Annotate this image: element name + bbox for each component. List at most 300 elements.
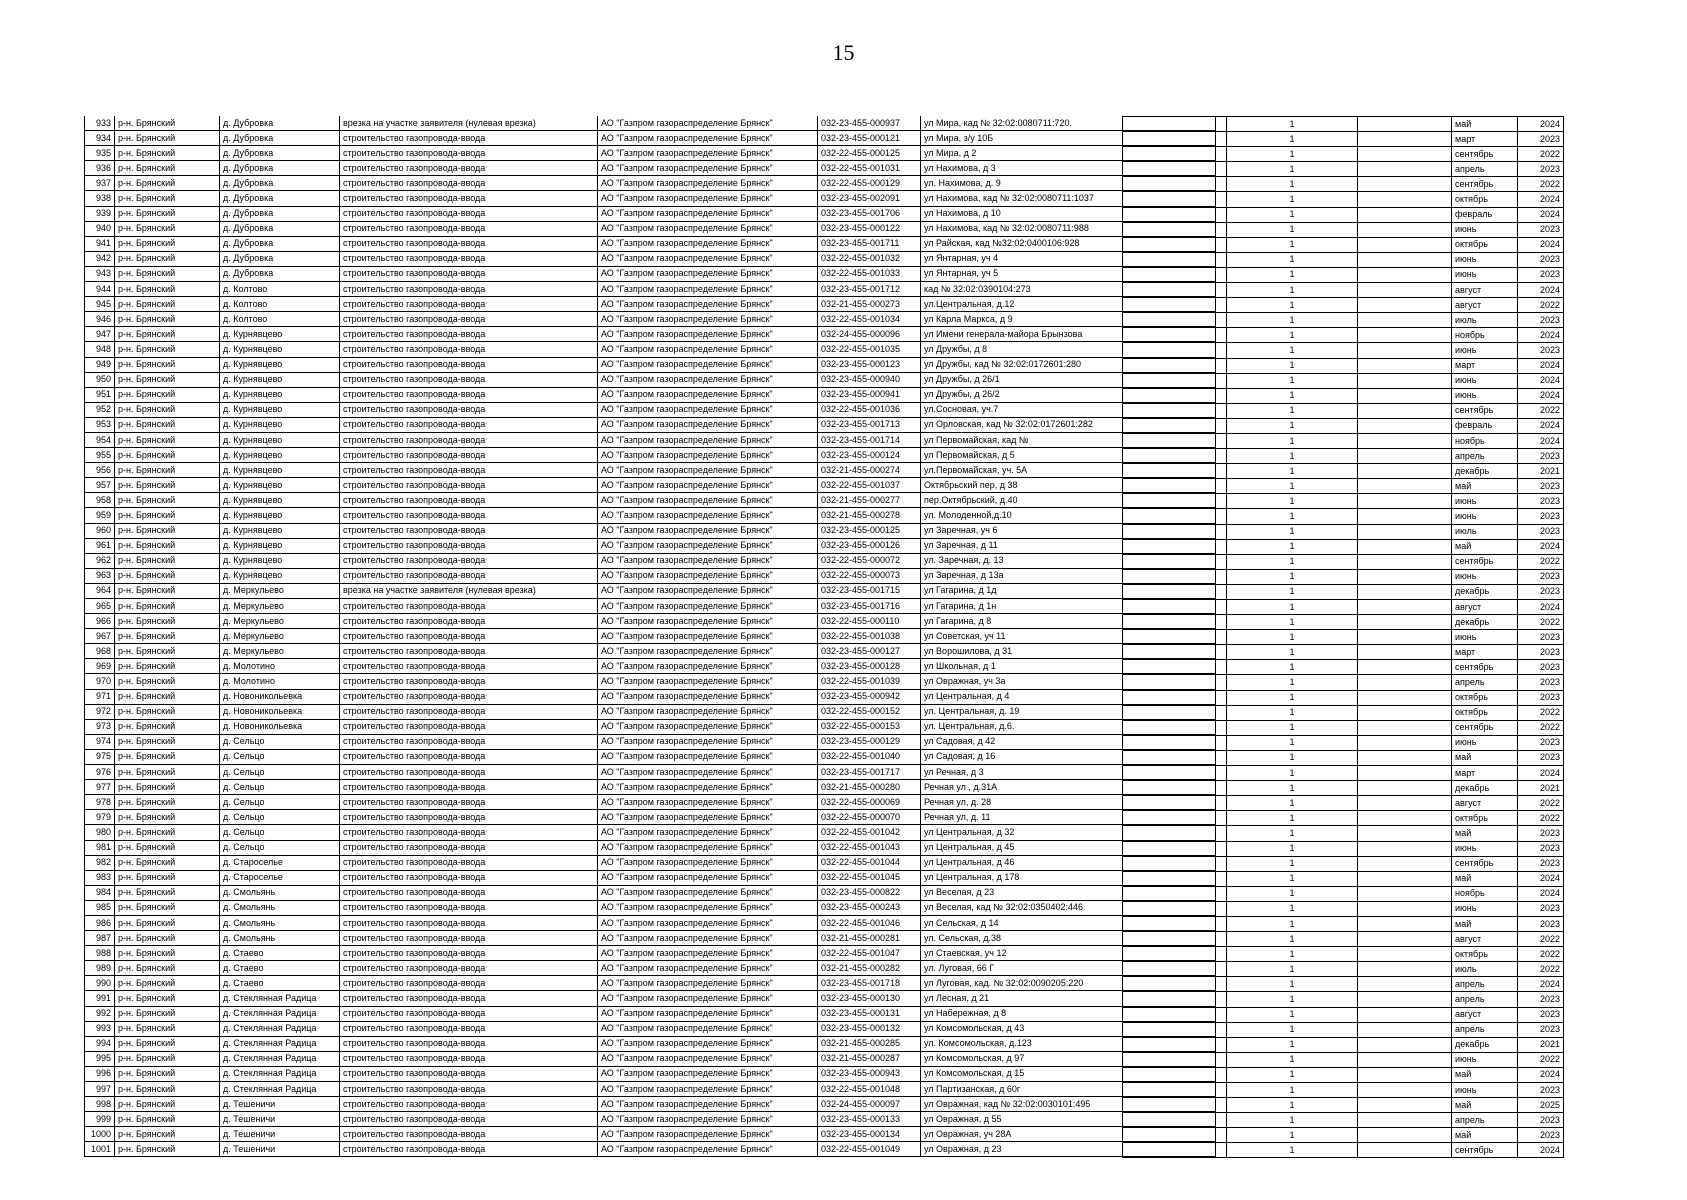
year-cell: 2024 (1518, 766, 1564, 781)
district-cell: р-н. Брянский (115, 885, 220, 900)
row-number: 957 (85, 478, 115, 493)
row-number: 974 (85, 734, 115, 749)
table-row (1123, 343, 1564, 358)
table-row (85, 538, 1216, 553)
year-cell: 2022 (1518, 720, 1564, 735)
village-cell: д. Дубровка (220, 131, 340, 146)
organization-cell: АО "Газпром газораспределение Брянск" (598, 1142, 818, 1157)
village-cell: д. Дубровка (220, 221, 340, 236)
village-cell: д. Курнявцево (220, 417, 340, 432)
month-cell: июнь (1452, 509, 1518, 524)
month-cell: сентябрь (1452, 403, 1518, 418)
quantity-cell: 1 (1227, 283, 1358, 298)
year-cell: 2024 (1518, 192, 1564, 207)
table-row (1123, 615, 1564, 630)
empty-cell (1123, 373, 1227, 388)
quantity-cell: 1 (1227, 615, 1358, 630)
district-cell: р-н. Брянский (115, 931, 220, 946)
month-cell: сентябрь (1452, 177, 1518, 192)
quantity-cell: 1 (1227, 796, 1358, 811)
row-number: 970 (85, 674, 115, 689)
address-cell: ул. Заречная, д. 13 (921, 553, 1216, 568)
row-number: 951 (85, 387, 115, 402)
row-number: 962 (85, 553, 115, 568)
organization-cell: АО "Газпром газораспределение Брянск" (598, 991, 818, 1006)
quantity-cell: 1 (1227, 267, 1358, 282)
address-cell: ул Заречная, д 11 (921, 538, 1216, 553)
year-cell: 2022 (1518, 947, 1564, 962)
organization-cell: АО "Газпром газораспределение Брянск" (598, 719, 818, 734)
row-number: 999 (85, 1112, 115, 1127)
village-cell: д. Молотино (220, 659, 340, 674)
code-cell: 032-22-455-001031 (818, 161, 921, 176)
year-cell: 2025 (1518, 1098, 1564, 1113)
work-type-cell: строительство газопровода-ввода (340, 478, 598, 493)
quantity-cell: 1 (1227, 554, 1358, 569)
empty-cell (1123, 554, 1227, 569)
month-cell: апрель (1452, 675, 1518, 690)
table-row (85, 297, 1216, 312)
village-cell: д. Колтово (220, 312, 340, 327)
month-cell: апрель (1452, 992, 1518, 1007)
quantity-cell: 1 (1227, 690, 1358, 705)
row-number: 993 (85, 1021, 115, 1036)
year-cell: 2024 (1518, 871, 1564, 886)
work-type-cell: строительство газопровода-ввода (340, 704, 598, 719)
district-cell: р-н. Брянский (115, 116, 220, 131)
address-cell: ул. Нахимова, д. 9 (921, 176, 1216, 191)
village-cell: д. Курнявцево (220, 463, 340, 478)
code-cell: 032-22-455-001032 (818, 251, 921, 266)
code-cell: 032-22-455-000110 (818, 614, 921, 629)
quantity-cell: 1 (1227, 418, 1358, 433)
year-cell: 2021 (1518, 1037, 1564, 1052)
address-cell: ул Первомайская, д 5 (921, 448, 1216, 463)
empty-cell (1123, 207, 1227, 222)
district-cell: р-н. Брянский (115, 1142, 220, 1157)
month-cell: октябрь (1452, 237, 1518, 252)
quantity-cell: 1 (1227, 660, 1358, 675)
district-cell: р-н. Брянский (115, 900, 220, 915)
address-cell: ул Центральная, д 32 (921, 825, 1216, 840)
empty-cell (1123, 600, 1227, 615)
district-cell: р-н. Брянский (115, 855, 220, 870)
district-cell: р-н. Брянский (115, 372, 220, 387)
village-cell: д. Курнявцево (220, 493, 340, 508)
table-row (85, 312, 1216, 327)
work-type-cell: строительство газопровода-ввода (340, 553, 598, 568)
organization-cell: АО "Газпром газораспределение Брянск" (598, 915, 818, 930)
table-row (1123, 207, 1564, 222)
table-row (85, 1097, 1216, 1112)
year-cell: 2022 (1518, 811, 1564, 826)
year-cell: 2023 (1518, 690, 1564, 705)
row-number: 994 (85, 1036, 115, 1051)
district-cell: р-н. Брянский (115, 463, 220, 478)
code-cell: 032-22-455-000129 (818, 176, 921, 191)
table-row (1123, 1143, 1564, 1158)
code-cell: 032-23-455-001706 (818, 206, 921, 221)
code-cell: 032-22-455-001039 (818, 674, 921, 689)
organization-cell: АО "Газпром газораспределение Брянск" (598, 1036, 818, 1051)
village-cell: д. Смольянь (220, 900, 340, 915)
village-cell: д. Сельцо (220, 825, 340, 840)
organization-cell: АО "Газпром газораспределение Брянск" (598, 372, 818, 387)
code-cell: 032-23-455-002091 (818, 191, 921, 206)
empty-cell (1123, 781, 1227, 796)
month-cell: октябрь (1452, 705, 1518, 720)
address-cell: ул Янтарная, уч 4 (921, 251, 1216, 266)
year-cell: 2023 (1518, 584, 1564, 599)
empty-cell (1358, 977, 1452, 992)
village-cell: д. Стеклянная Радица (220, 1066, 340, 1081)
month-cell: март (1452, 132, 1518, 147)
quantity-cell: 1 (1227, 705, 1358, 720)
month-cell: июнь (1452, 494, 1518, 509)
quantity-cell: 1 (1227, 932, 1358, 947)
code-cell: 032-22-455-000153 (818, 719, 921, 734)
organization-cell: АО "Газпром газораспределение Брянск" (598, 508, 818, 523)
work-type-cell: строительство газопровода-ввода (340, 674, 598, 689)
address-cell: ул Комсомольская, д 43 (921, 1021, 1216, 1036)
village-cell: д. Курнявцево (220, 523, 340, 538)
table-row (85, 387, 1216, 402)
code-cell: 032-22-455-001038 (818, 629, 921, 644)
empty-cell (1123, 796, 1227, 811)
table-row (1123, 464, 1564, 479)
organization-cell: АО "Газпром газораспределение Брянск" (598, 870, 818, 885)
empty-cell (1123, 1052, 1227, 1067)
table-row (85, 1036, 1216, 1051)
village-cell: д. Дубровка (220, 266, 340, 281)
empty-cell (1123, 267, 1227, 282)
empty-cell (1123, 630, 1227, 645)
address-cell: ул Первомайская, кад № (921, 432, 1216, 447)
year-cell: 2023 (1518, 479, 1564, 494)
table-row (85, 553, 1216, 568)
empty-cell (1123, 1128, 1227, 1143)
row-number: 934 (85, 131, 115, 146)
month-cell: июль (1452, 524, 1518, 539)
organization-cell: АО "Газпром газораспределение Брянск" (598, 417, 818, 432)
village-cell: д. Стеклянная Радица (220, 1082, 340, 1097)
month-cell: август (1452, 796, 1518, 811)
district-cell: р-н. Брянский (115, 432, 220, 447)
village-cell: д. Колтово (220, 297, 340, 312)
empty-cell (1123, 916, 1227, 931)
code-cell: 032-22-455-000125 (818, 146, 921, 161)
table-row (1123, 766, 1564, 781)
empty-cell (1358, 1143, 1452, 1158)
work-type-cell: строительство газопровода-ввода (340, 206, 598, 221)
row-number: 959 (85, 508, 115, 523)
district-cell: р-н. Брянский (115, 583, 220, 598)
address-cell: ул Ворошилова, д 31 (921, 644, 1216, 659)
address-cell: ул.Сосновая, уч.7 (921, 402, 1216, 417)
month-cell: сентябрь (1452, 720, 1518, 735)
empty-cell (1358, 766, 1452, 781)
code-cell: 032-22-455-001042 (818, 825, 921, 840)
quantity-cell: 1 (1227, 856, 1358, 871)
district-cell: р-н. Брянский (115, 327, 220, 342)
empty-cell (1358, 932, 1452, 947)
work-type-cell: строительство газопровода-ввода (340, 644, 598, 659)
organization-cell: АО "Газпром газораспределение Брянск" (598, 236, 818, 251)
table-row (1123, 433, 1564, 448)
table-row (85, 659, 1216, 674)
work-type-cell: строительство газопровода-ввода (340, 1006, 598, 1021)
table-row (85, 734, 1216, 749)
table-row (85, 719, 1216, 734)
empty-cell (1123, 720, 1227, 735)
quantity-cell: 1 (1227, 916, 1358, 931)
table-row (1123, 811, 1564, 826)
month-cell: май (1452, 871, 1518, 886)
quantity-cell: 1 (1227, 177, 1358, 192)
empty-cell (1358, 479, 1452, 494)
code-cell: 032-23-455-000941 (818, 387, 921, 402)
month-cell: октябрь (1452, 947, 1518, 962)
village-cell: д. Новоникольевка (220, 719, 340, 734)
table-row (85, 251, 1216, 266)
month-cell: июнь (1452, 735, 1518, 750)
address-cell: ул Садовая, д 42 (921, 734, 1216, 749)
district-cell: р-н. Брянский (115, 674, 220, 689)
table-row (1123, 871, 1564, 886)
address-cell: пер.Октябрьский, д.40 (921, 493, 1216, 508)
table-row (1123, 645, 1564, 660)
table-row (1123, 841, 1564, 856)
village-cell: д. Курнявцево (220, 357, 340, 372)
quantity-cell: 1 (1227, 132, 1358, 147)
village-cell: д. Курнявцево (220, 402, 340, 417)
empty-cell (1358, 177, 1452, 192)
row-number: 980 (85, 825, 115, 840)
address-cell: ул Мира, з/у 10Б (921, 131, 1216, 146)
year-cell: 2023 (1518, 1007, 1564, 1022)
quantity-cell: 1 (1227, 977, 1358, 992)
organization-cell: АО "Газпром газораспределение Брянск" (598, 1127, 818, 1142)
code-cell: 032-23-455-000127 (818, 644, 921, 659)
code-cell: 032-23-455-000129 (818, 734, 921, 749)
village-cell: д. Сельцо (220, 780, 340, 795)
address-cell: ул Овражная, д 23 (921, 1142, 1216, 1157)
year-cell: 2024 (1518, 237, 1564, 252)
quantity-cell: 1 (1227, 464, 1358, 479)
address-cell: ул. Комсомольская, д.123 (921, 1036, 1216, 1051)
address-cell: ул Веселая, кад № 32:02:0350402:446. (921, 900, 1216, 915)
district-cell: р-н. Брянский (115, 1097, 220, 1112)
row-number: 981 (85, 840, 115, 855)
table-row (85, 704, 1216, 719)
empty-cell (1123, 162, 1227, 177)
quantity-cell: 1 (1227, 1098, 1358, 1113)
organization-cell: АО "Газпром газораспределение Брянск" (598, 282, 818, 297)
village-cell: д. Стаево (220, 976, 340, 991)
month-cell: ноябрь (1452, 328, 1518, 343)
table-row (1123, 373, 1564, 388)
empty-cell (1358, 237, 1452, 252)
empty-cell (1123, 1067, 1227, 1082)
district-cell: р-н. Брянский (115, 206, 220, 221)
year-cell: 2022 (1518, 1052, 1564, 1067)
month-cell: август (1452, 932, 1518, 947)
empty-cell (1123, 660, 1227, 675)
quantity-cell: 1 (1227, 358, 1358, 373)
table-row (85, 206, 1216, 221)
month-cell: сентябрь (1452, 147, 1518, 162)
month-cell: октябрь (1452, 811, 1518, 826)
district-cell: р-н. Брянский (115, 478, 220, 493)
table-row (85, 478, 1216, 493)
empty-cell (1123, 615, 1227, 630)
empty-cell (1123, 1037, 1227, 1052)
village-cell: д. Стеклянная Радица (220, 991, 340, 1006)
village-cell: д. Курнявцево (220, 478, 340, 493)
work-type-cell: строительство газопровода-ввода (340, 493, 598, 508)
address-cell: ул Луговая, кад. № 32:02:0090205:220 (921, 976, 1216, 991)
year-cell: 2023 (1518, 1113, 1564, 1128)
work-type-cell: строительство газопровода-ввода (340, 327, 598, 342)
year-cell: 2023 (1518, 735, 1564, 750)
organization-cell: АО "Газпром газораспределение Брянск" (598, 855, 818, 870)
table-row (1123, 403, 1564, 418)
table-row (85, 931, 1216, 946)
code-cell: 032-21-455-000278 (818, 508, 921, 523)
empty-cell (1123, 418, 1227, 433)
quantity-cell: 1 (1227, 750, 1358, 765)
organization-cell: АО "Газпром газораспределение Брянск" (598, 1082, 818, 1097)
quantity-cell: 1 (1227, 1022, 1358, 1037)
address-cell: ул Набережная, д 8 (921, 1006, 1216, 1021)
work-type-cell: строительство газопровода-ввода (340, 568, 598, 583)
work-type-cell: строительство газопровода-ввода (340, 508, 598, 523)
empty-cell (1358, 494, 1452, 509)
quantity-cell: 1 (1227, 328, 1358, 343)
district-cell: р-н. Брянский (115, 780, 220, 795)
table-row (1123, 735, 1564, 750)
district-cell: р-н. Брянский (115, 568, 220, 583)
month-cell: декабрь (1452, 615, 1518, 630)
row-number: 954 (85, 432, 115, 447)
table-row (1123, 584, 1564, 599)
row-number: 968 (85, 644, 115, 659)
table-row (1123, 418, 1564, 433)
table-row (85, 900, 1216, 915)
row-number: 978 (85, 795, 115, 810)
year-cell: 2023 (1518, 630, 1564, 645)
empty-cell (1123, 177, 1227, 192)
organization-cell: АО "Газпром газораспределение Брянск" (598, 493, 818, 508)
work-type-cell: строительство газопровода-ввода (340, 931, 598, 946)
quantity-cell: 1 (1227, 781, 1358, 796)
quantity-cell: 1 (1227, 1052, 1358, 1067)
district-cell: р-н. Брянский (115, 342, 220, 357)
row-number: 953 (85, 417, 115, 432)
empty-cell (1358, 992, 1452, 1007)
empty-cell (1358, 539, 1452, 554)
empty-cell (1358, 826, 1452, 841)
village-cell: д. Дубровка (220, 251, 340, 266)
work-type-cell: строительство газопровода-ввода (340, 161, 598, 176)
organization-cell: АО "Газпром газораспределение Брянск" (598, 1021, 818, 1036)
quantity-cell: 1 (1227, 962, 1358, 977)
row-number: 1001 (85, 1142, 115, 1157)
year-cell: 2024 (1518, 283, 1564, 298)
organization-cell: АО "Газпром газораспределение Брянск" (598, 900, 818, 915)
month-cell: июнь (1452, 1052, 1518, 1067)
month-cell: декабрь (1452, 781, 1518, 796)
village-cell: д. Курнявцево (220, 327, 340, 342)
organization-cell: АО "Газпром газораспределение Брянск" (598, 448, 818, 463)
organization-cell: АО "Газпром газораспределение Брянск" (598, 810, 818, 825)
month-cell: сентябрь (1452, 1143, 1518, 1158)
address-cell: ул.Первомайская, уч. 5А (921, 463, 1216, 478)
empty-cell (1123, 962, 1227, 977)
district-cell: р-н. Брянский (115, 719, 220, 734)
code-cell: 032-23-455-001717 (818, 765, 921, 780)
table-row (1123, 509, 1564, 524)
address-cell: ул. Молоденной,д.10 (921, 508, 1216, 523)
row-number: 940 (85, 221, 115, 236)
empty-cell (1358, 207, 1452, 222)
table-row (85, 342, 1216, 357)
district-cell: р-н. Брянский (115, 991, 220, 1006)
year-cell: 2023 (1518, 660, 1564, 675)
work-type-cell: строительство газопровода-ввода (340, 1021, 598, 1036)
row-number: 996 (85, 1066, 115, 1081)
table-row (1123, 132, 1564, 147)
work-type-cell: строительство газопровода-ввода (340, 976, 598, 991)
district-cell: р-н. Брянский (115, 1006, 220, 1021)
month-cell: май (1452, 1067, 1518, 1082)
work-type-cell: строительство газопровода-ввода (340, 146, 598, 161)
code-cell: 032-23-455-000132 (818, 1021, 921, 1036)
code-cell: 032-22-455-001048 (818, 1082, 921, 1097)
row-number: 989 (85, 961, 115, 976)
table-row (1123, 539, 1564, 554)
quantity-cell: 1 (1227, 539, 1358, 554)
year-cell: 2022 (1518, 615, 1564, 630)
organization-cell: АО "Газпром газораспределение Брянск" (598, 704, 818, 719)
organization-cell: АО "Газпром газораспределение Брянск" (598, 583, 818, 598)
empty-cell (1123, 252, 1227, 267)
month-cell: май (1452, 750, 1518, 765)
month-cell: апрель (1452, 162, 1518, 177)
empty-cell (1358, 509, 1452, 524)
code-cell: 032-22-455-001040 (818, 749, 921, 764)
month-cell: июнь (1452, 222, 1518, 237)
village-cell: д. Смольянь (220, 885, 340, 900)
row-number: 942 (85, 251, 115, 266)
row-number: 985 (85, 900, 115, 915)
empty-cell (1358, 433, 1452, 448)
code-cell: 032-22-455-001037 (818, 478, 921, 493)
organization-cell: АО "Газпром газораспределение Брянск" (598, 1097, 818, 1112)
organization-cell: АО "Газпром газораспределение Брянск" (598, 689, 818, 704)
work-type-cell: строительство газопровода-ввода (340, 372, 598, 387)
district-cell: р-н. Брянский (115, 266, 220, 281)
address-cell: ул Центральная, д 46 (921, 855, 1216, 870)
code-cell: 032-23-455-000124 (818, 448, 921, 463)
address-cell: ул Дружбы, д 26/1 (921, 372, 1216, 387)
month-cell: июль (1452, 313, 1518, 328)
work-type-cell: строительство газопровода-ввода (340, 765, 598, 780)
quantity-cell: 1 (1227, 947, 1358, 962)
table-row (85, 855, 1216, 870)
year-cell: 2022 (1518, 177, 1564, 192)
page-number: 15 (832, 40, 855, 65)
